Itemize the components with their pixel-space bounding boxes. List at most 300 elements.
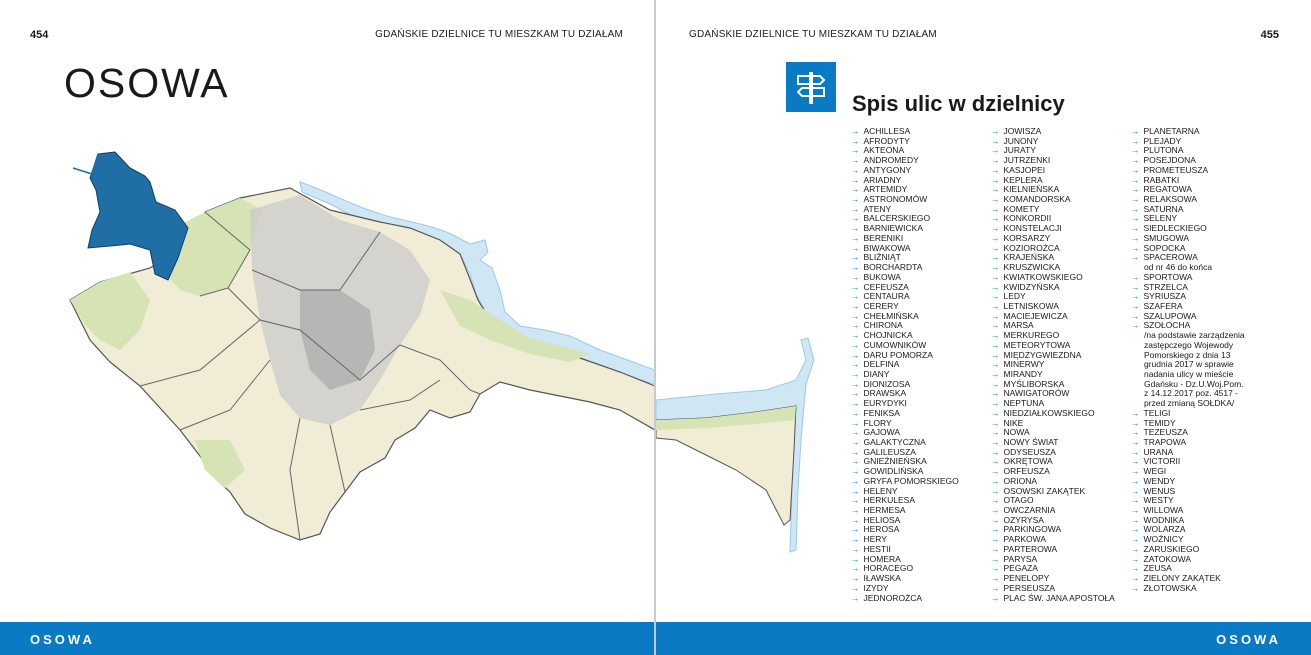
street-name: ATENY <box>863 203 892 214</box>
street-name: RABATKI <box>1143 174 1180 185</box>
city-map-right <box>656 320 856 570</box>
street-name: WOLARZA <box>1143 524 1186 535</box>
arrow-icon: → <box>1131 310 1140 321</box>
street-name: PERSEUSZA <box>1003 582 1055 593</box>
street-name: KWIATKOWSKIEGO <box>1003 271 1083 282</box>
street-name: MYŚLIBORSKA <box>1003 378 1065 389</box>
street-name: NAWIGATORÓW <box>1003 388 1070 399</box>
arrow-icon: → <box>1131 582 1140 593</box>
arrow-icon: → <box>991 300 1000 311</box>
arrow-icon: → <box>1131 495 1140 506</box>
street-name: LETNISKOWA <box>1003 300 1059 311</box>
street-name: GRYFA POMORSKIEGO <box>863 475 959 486</box>
street-name: SIEDLECKIEGO <box>1143 223 1207 234</box>
arrow-icon: → <box>1131 300 1140 311</box>
footer-label-right: OSOWA <box>1216 632 1281 647</box>
street-name: WODNIKA <box>1143 514 1185 525</box>
street-name: ORIONA <box>1003 475 1038 486</box>
arrow-icon: → <box>991 456 1000 467</box>
arrow-icon: → <box>851 174 860 185</box>
street-name: WEGI <box>1143 466 1167 477</box>
arrow-icon: → <box>991 563 1000 574</box>
street-name: HERMESA <box>863 505 906 516</box>
street-name: SPACEROWA <box>1143 252 1198 263</box>
arrow-icon: → <box>991 582 1000 593</box>
arrow-icon: → <box>991 592 1000 603</box>
street-name: nadania ulicy w mieście <box>1144 368 1234 379</box>
street-name: JUTRZENKI <box>1003 155 1051 166</box>
footer-label-left: OSOWA <box>30 632 95 647</box>
arrow-icon: → <box>991 534 1000 545</box>
arrow-icon: → <box>1131 271 1140 282</box>
arrow-icon: → <box>851 446 860 457</box>
street-name: BLIŹNIĄT <box>863 252 901 263</box>
arrow-icon: → <box>851 563 860 574</box>
street-column-3 <box>1131 127 1245 594</box>
street-name: KEPLERA <box>1003 174 1043 185</box>
arrow-icon: → <box>991 349 1000 360</box>
arrow-icon: → <box>991 194 1000 205</box>
street-name: HORACEGO <box>863 563 914 574</box>
street-name: BIWAKOWA <box>863 242 911 253</box>
arrow-icon: → <box>1131 291 1140 302</box>
arrow-icon: → <box>991 495 1000 506</box>
street-name: grudnia 2017 w sprawie <box>1144 359 1234 370</box>
street-name: zastępczego Wojewody <box>1144 339 1234 350</box>
street-name: PROMETEUSZA <box>1143 164 1209 175</box>
arrow-icon: → <box>1131 135 1140 146</box>
arrow-icon: → <box>991 291 1000 302</box>
street-name: TELIGI <box>1143 407 1171 418</box>
arrow-icon: → <box>1131 437 1140 447</box>
street-name: KRUSZWICKA <box>1003 262 1061 273</box>
arrow-icon: → <box>1131 485 1140 496</box>
arrow-icon: → <box>1131 456 1140 467</box>
arrow-icon: → <box>1131 213 1140 224</box>
arrow-icon: → <box>851 378 860 389</box>
arrow-icon: → <box>851 349 860 360</box>
arrow-icon: → <box>851 553 860 564</box>
arrow-icon: → <box>851 155 860 166</box>
street-name: HELIOSA <box>863 514 901 525</box>
arrow-icon: → <box>851 475 860 486</box>
street-name: ACHILLESA <box>863 126 911 136</box>
street-name: /na podstawie zarządzenia <box>1144 330 1245 341</box>
arrow-icon: → <box>991 524 1000 535</box>
street-name: ZEUSA <box>1143 563 1172 574</box>
street-name: MIRANDY <box>1003 368 1043 379</box>
street-name: IŁAWSKA <box>863 573 901 584</box>
street-name: ANTYGONY <box>863 164 912 175</box>
arrow-icon: → <box>991 398 1000 409</box>
arrow-icon: → <box>851 339 860 350</box>
arrow-icon: → <box>991 417 1000 428</box>
street-name: BALCERSKIEGO <box>863 213 931 224</box>
street-name: KORSARZY <box>1003 232 1051 243</box>
street-name: KOMETY <box>1003 203 1040 214</box>
street-name: DIONIZOSA <box>863 378 911 389</box>
arrow-icon: → <box>1131 466 1140 477</box>
street-name: LEDY <box>1003 291 1026 302</box>
street-name: CHIRONA <box>863 320 903 331</box>
street-name: DARU POMORZA <box>863 349 933 360</box>
street-name: PARTEROWA <box>1003 543 1058 554</box>
street-name: CEFEUSZA <box>863 281 909 292</box>
street-name: SYRIUSZA <box>1143 291 1187 302</box>
street-name: SZOŁOCHA <box>1143 320 1191 331</box>
street-name: HERKULESA <box>863 495 915 506</box>
street-name: NIKE <box>1003 417 1024 428</box>
arrow-icon: → <box>1131 145 1140 156</box>
arrow-icon: → <box>851 407 860 418</box>
arrow-icon: → <box>991 485 1000 496</box>
street-name: PARKOWA <box>1003 534 1047 545</box>
arrow-icon: → <box>851 262 860 273</box>
street-name: KOMANDORSKA <box>1003 194 1071 205</box>
arrow-icon: → <box>1131 505 1140 516</box>
street-name: DIANY <box>863 368 890 379</box>
arrow-icon: → <box>991 184 1000 195</box>
arrow-icon: → <box>851 495 860 506</box>
street-name: GALAKTYCZNA <box>863 437 926 447</box>
street-name: DELFINA <box>863 359 900 370</box>
street-name: z 14.12.2017 poz. 4517 - <box>1144 388 1239 399</box>
street-name: GOWIDLIŃSKA <box>863 466 924 477</box>
arrow-icon: → <box>991 466 1000 477</box>
arrow-icon: → <box>1131 164 1140 175</box>
street-name: BUKOWA <box>863 271 901 282</box>
street-name: REGATOWA <box>1143 184 1192 195</box>
street-name: OSOWSKI ZAKĄTEK <box>1003 485 1086 496</box>
street-name: AKTEONA <box>863 145 905 156</box>
street-column-1 <box>851 127 959 603</box>
street-item <box>991 594 1115 604</box>
arrow-icon: → <box>991 271 1000 282</box>
street-name: NIEDZIAŁKOWSKIEGO <box>1003 407 1095 418</box>
osowa-district <box>88 152 188 280</box>
street-name: NEPTUNA <box>1003 398 1045 409</box>
arrow-icon: → <box>991 505 1000 516</box>
arrow-icon: → <box>991 407 1000 418</box>
street-name: AFRODYTY <box>863 135 910 146</box>
street-name: SOPOCKA <box>1143 242 1186 253</box>
street-name: HERY <box>863 534 887 545</box>
street-column-2 <box>991 127 1115 603</box>
street-name: JUNONY <box>1003 135 1039 146</box>
arrow-icon: → <box>991 135 1000 146</box>
arrow-icon: → <box>1131 232 1140 243</box>
street-name: TEMIDY <box>1143 417 1176 428</box>
arrow-icon: → <box>851 135 860 146</box>
street-name: EURYDYKI <box>863 398 907 409</box>
street-name: JOWISZA <box>1003 126 1042 136</box>
arrow-icon: → <box>851 320 860 331</box>
arrow-icon: → <box>851 281 860 292</box>
street-name: GNIEŹNIEŃSKA <box>863 456 927 467</box>
arrow-icon: → <box>851 126 860 136</box>
arrow-icon: → <box>851 417 860 428</box>
arrow-icon: → <box>851 466 860 477</box>
arrow-icon: → <box>991 573 1000 584</box>
street-name: WILLOWA <box>1143 505 1184 516</box>
arrow-icon: → <box>851 456 860 467</box>
street-name: NOWA <box>1003 427 1030 438</box>
arrow-icon: → <box>1131 407 1140 418</box>
arrow-icon: → <box>991 223 1000 234</box>
arrow-icon: → <box>851 242 860 253</box>
street-name: PLUTONA <box>1143 145 1184 156</box>
arrow-icon: → <box>1131 281 1140 292</box>
footer-bar-right <box>656 622 1311 655</box>
arrow-icon: → <box>851 223 860 234</box>
arrow-icon: → <box>851 164 860 175</box>
signpost-icon <box>786 62 836 112</box>
street-name: FENIKSA <box>863 407 900 418</box>
street-name: RELAKSOWA <box>1143 194 1198 205</box>
arrow-icon: → <box>1131 427 1140 438</box>
street-name: PENELOPY <box>1003 573 1050 584</box>
street-name: OWCZARNIA <box>1003 505 1056 516</box>
running-head-right: GDAŃSKIE DZIELNICE TU MIESZKAM TU DZIAŁAM <box>689 29 937 40</box>
arrow-icon: → <box>851 524 860 535</box>
arrow-icon: → <box>991 310 1000 321</box>
arrow-icon: → <box>851 310 860 321</box>
arrow-icon: → <box>1131 126 1140 136</box>
street-name: IZYDY <box>863 582 889 593</box>
footer-bar-left <box>0 622 655 655</box>
street-name: PEGAZA <box>1003 563 1038 574</box>
street-name: OZYRYSA <box>1003 514 1044 525</box>
arrow-icon: → <box>851 359 860 370</box>
arrow-icon: → <box>991 155 1000 166</box>
street-name: SATURNA <box>1143 203 1184 214</box>
street-name: BARNIEWICKA <box>863 223 924 234</box>
running-head-left: GDAŃSKIE DZIELNICE TU MIESZKAM TU DZIAŁAM <box>375 29 623 40</box>
arrow-icon: → <box>991 320 1000 331</box>
street-name: SZAFERA <box>1143 300 1183 311</box>
street-name: JURATY <box>1003 145 1036 156</box>
arrow-icon: → <box>851 388 860 399</box>
arrow-icon: → <box>851 184 860 195</box>
street-name: WOŹNICY <box>1143 534 1184 545</box>
street-name: PLANETARNA <box>1143 126 1200 136</box>
arrow-icon: → <box>991 213 1000 224</box>
street-name: HELENY <box>863 485 898 496</box>
left-page <box>0 0 655 655</box>
arrow-icon: → <box>851 300 860 311</box>
street-name: HEROSA <box>863 524 900 535</box>
street-name: SELENY <box>1143 213 1178 224</box>
arrow-icon: → <box>991 543 1000 554</box>
arrow-icon: → <box>991 174 1000 185</box>
arrow-icon: → <box>851 592 860 603</box>
street-name: SMUGOWA <box>1143 232 1189 243</box>
street-name: KONSTELACJI <box>1003 223 1062 234</box>
arrow-icon: → <box>991 145 1000 156</box>
street-name: KRAJEŃSKA <box>1003 252 1055 263</box>
street-name: KWIDZYŃSKA <box>1003 281 1060 292</box>
street-name: NOWY ŚWIAT <box>1003 437 1059 447</box>
arrow-icon: → <box>991 164 1000 175</box>
street-name: MACIEJEWICZA <box>1003 310 1068 321</box>
arrow-icon: → <box>1131 184 1140 195</box>
arrow-icon: → <box>1131 223 1140 234</box>
street-name: Pomorskiego z dnia 13 <box>1144 349 1231 360</box>
street-name: PLEJADY <box>1143 135 1182 146</box>
arrow-icon: → <box>991 553 1000 564</box>
street-name: CHEŁMIŃSKA <box>863 310 919 321</box>
street-name: przed zmianą SOŁDKA/ <box>1144 398 1235 409</box>
street-name: HOMERA <box>863 553 901 564</box>
street-list-heading: Spis ulic w dzielnicy <box>852 91 1065 116</box>
arrow-icon: → <box>851 291 860 302</box>
arrow-icon: → <box>991 330 1000 341</box>
street-name: Gdańsku - Dz.U.Woj.Pom. <box>1144 378 1244 389</box>
street-name: CENTAURA <box>863 291 910 302</box>
arrow-icon: → <box>991 339 1000 350</box>
arrow-icon: → <box>851 427 860 438</box>
arrow-icon: → <box>1131 446 1140 457</box>
street-name: TEZEUSZA <box>1143 427 1188 438</box>
arrow-icon: → <box>991 427 1000 438</box>
arrow-icon: → <box>1131 475 1140 486</box>
arrow-icon: → <box>991 368 1000 379</box>
street-name: PLAC ŚW. JANA APOSTOŁA <box>1003 592 1115 603</box>
arrow-icon: → <box>1131 194 1140 205</box>
arrow-icon: → <box>851 543 860 554</box>
street-name: ZATOKOWA <box>1143 553 1192 564</box>
arrow-icon: → <box>991 252 1000 263</box>
street-item <box>851 594 959 604</box>
arrow-icon: → <box>1131 534 1140 545</box>
arrow-icon: → <box>1131 242 1140 253</box>
arrow-icon: → <box>1131 524 1140 535</box>
arrow-icon: → <box>991 232 1000 243</box>
street-name: BORCHARDTA <box>863 262 923 273</box>
arrow-icon: → <box>1131 543 1140 554</box>
street-name: ODYSEUSZA <box>1003 446 1056 457</box>
arrow-icon: → <box>991 388 1000 399</box>
street-name: HESTII <box>863 543 891 554</box>
street-name: CERERY <box>863 300 899 311</box>
arrow-icon: → <box>1131 553 1140 564</box>
arrow-icon: → <box>1131 252 1140 263</box>
district-title: OSOWA <box>64 60 230 106</box>
arrow-icon: → <box>851 573 860 584</box>
arrow-icon: → <box>851 398 860 409</box>
arrow-icon: → <box>851 232 860 243</box>
street-name: ARTEMIDY <box>863 184 908 195</box>
street-name: WESTY <box>1143 495 1174 506</box>
arrow-icon: → <box>991 359 1000 370</box>
arrow-icon: → <box>991 514 1000 525</box>
right-page <box>656 0 1311 655</box>
arrow-icon: → <box>1131 514 1140 525</box>
street-name: VICTORII <box>1143 456 1181 467</box>
street-name: KIELNIEŃSKA <box>1003 184 1060 195</box>
street-name: GALILEUSZA <box>863 446 916 457</box>
arrow-icon: → <box>991 242 1000 253</box>
arrow-icon: → <box>1131 155 1140 166</box>
street-name: MIĘDZYGWIEZDNA <box>1003 349 1082 360</box>
street-name: ZARUSKIEGO <box>1143 543 1200 554</box>
arrow-icon: → <box>991 281 1000 292</box>
arrow-icon: → <box>851 330 860 341</box>
city-map-left <box>0 140 655 620</box>
street-name: BERENIKI <box>863 232 904 243</box>
arrow-icon: → <box>991 446 1000 457</box>
street-name: ASTRONOMÓW <box>863 194 928 205</box>
arrow-icon: → <box>991 262 1000 273</box>
arrow-icon: → <box>1131 563 1140 574</box>
street-name: ZŁOTOWSKA <box>1143 582 1197 593</box>
arrow-icon: → <box>851 505 860 516</box>
street-name: ARIADNY <box>863 174 902 185</box>
street-name: METEORYTOWA <box>1003 339 1071 350</box>
arrow-icon: → <box>851 485 860 496</box>
street-name: URANA <box>1143 446 1174 457</box>
street-name: KOZIOROŻCA <box>1003 242 1060 253</box>
street-name: POSEJDONA <box>1143 155 1196 166</box>
street-name: PARKINGOWA <box>1003 524 1062 535</box>
arrow-icon: → <box>991 378 1000 389</box>
street-name: TRAPOWA <box>1143 437 1187 447</box>
arrow-icon: → <box>851 534 860 545</box>
street-name: MERKUREGO <box>1003 330 1060 341</box>
street-name: ORFEUSZA <box>1003 466 1050 477</box>
street-name: CUMOWNIKÓW <box>863 339 927 350</box>
arrow-icon: → <box>851 252 860 263</box>
page-number-right: 455 <box>1260 29 1279 41</box>
street-name: STRZELCA <box>1143 281 1188 292</box>
street-name: OKRĘTOWA <box>1003 456 1053 467</box>
street-name: MARSA <box>1003 320 1034 331</box>
arrow-icon: → <box>991 475 1000 486</box>
street-name: SPORTOWA <box>1143 271 1193 282</box>
arrow-icon: → <box>1131 417 1140 428</box>
arrow-icon: → <box>991 203 1000 214</box>
arrow-icon: → <box>991 126 1000 136</box>
arrow-icon: → <box>851 514 860 525</box>
street-name: ZIELONY ZAKĄTEK <box>1143 573 1221 584</box>
street-name: MINERWY <box>1003 359 1045 370</box>
street-name: PARYSA <box>1003 553 1038 564</box>
arrow-icon: → <box>851 213 860 224</box>
arrow-icon: → <box>1131 320 1140 331</box>
arrow-icon: → <box>851 194 860 205</box>
street-name: WENDY <box>1143 475 1176 486</box>
street-name: JEDNOROŻCA <box>863 592 923 603</box>
street-name: KONKORDII <box>1003 213 1052 224</box>
arrow-icon: → <box>851 145 860 156</box>
street-item <box>1131 584 1245 594</box>
street-name: FLORY <box>863 417 892 428</box>
street-name: CHOJNICKA <box>863 330 913 341</box>
arrow-icon: → <box>851 368 860 379</box>
street-name: WENUS <box>1143 485 1176 496</box>
street-name: ANDROMEDY <box>863 155 919 166</box>
arrow-icon: → <box>851 203 860 214</box>
arrow-icon: → <box>851 271 860 282</box>
arrow-icon: → <box>1131 573 1140 584</box>
street-name: SZALUPOWA <box>1143 310 1197 321</box>
street-name: od nr 46 do końca <box>1144 262 1213 273</box>
street-name: OTAGO <box>1003 495 1034 506</box>
arrow-icon: → <box>1131 203 1140 214</box>
page-number-left: 454 <box>30 29 49 41</box>
arrow-icon: → <box>991 437 1000 447</box>
street-name: KASJOPEI <box>1003 164 1046 175</box>
